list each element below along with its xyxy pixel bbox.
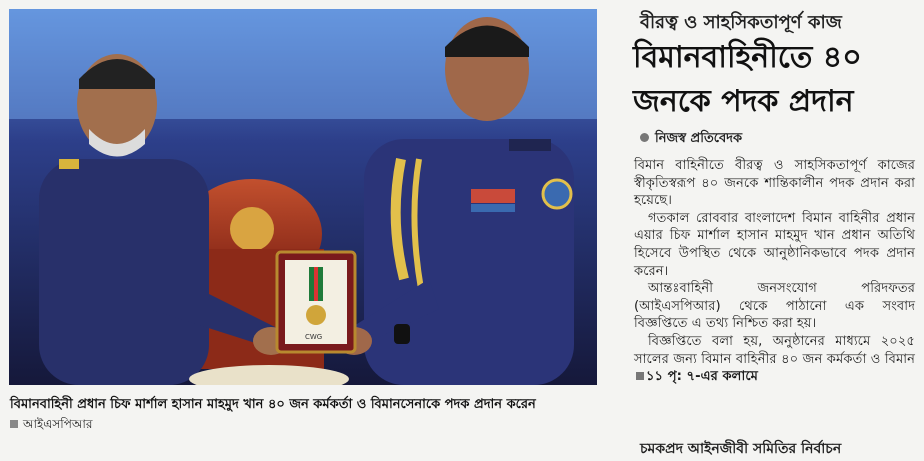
article-body: [634, 157, 915, 386]
headline-line-1: বিমানবাহিনীতে ৪০: [633, 40, 862, 75]
article-paragraph-last: [634, 333, 915, 386]
square-bullet-icon: [636, 372, 644, 380]
last-paragraph-text: বিজ্ঞপ্তিতে বলা হয়, অনুষ্ঠানের মাধ্যমে ২০২৫ সালের জন্য বিমান বাহিনীর ৪০ জন কর্মকর্তা ও বিমান: [634, 333, 915, 367]
headline-line-2: জনকে পদক প্রদান: [633, 84, 854, 119]
article-paragraph: আন্তঃবাহিনী জনসংযোগ পরিদফতর (আইএসপিআর) থেকে পাঠানো এক সংবাদ বিজ্ঞপ্তিতে এ তথ্য নিশ্চিত করা হয়।: [634, 281, 915, 332]
square-bullet-icon: [10, 420, 18, 428]
photo-caption: বিমানবাহিনী প্রধান চিফ মার্শাল হাসান মাহমুদ খান ৪০ জন কর্মকর্তা ও বিমানসেনাকে পদক প্রদান করেন: [10, 397, 536, 412]
next-article-headline-fragment: চমকপ্রদ আইনজীবী সমিতির নির্বাচন: [640, 441, 842, 457]
circle-bullet-icon: [640, 133, 649, 142]
byline-text: নিজস্ব প্রতিবেদক: [655, 131, 743, 146]
medal-box-label: CWG: [305, 333, 323, 341]
article-headline: [633, 36, 918, 124]
news-photo: [9, 9, 597, 385]
continuation-link[interactable]: ১১ পৃ: ৭-এর কলামে: [646, 369, 758, 385]
article-paragraph: বিমান বাহিনীতে বীরত্ব ও সাহসিকতাপূর্ণ কাজের স্বীকৃতিস্বরূপ ৪০ জনকে শান্তিকালীন পদক প্রদান করা হয়েছে।: [634, 158, 915, 209]
award-ceremony-image: [9, 9, 597, 385]
photo-credit-text: আইএসপিআর: [23, 417, 93, 431]
photo-credit: [10, 416, 92, 436]
article-paragraph: গতকাল রোববার বাংলাদেশ বিমান বাহিনীর প্রধান এয়ার চিফ মার্শাল হাসান মাহমুদ খান প্রধান অতিথি হিসেবে উপস্থিত থেকে আনুষ্ঠানিকভাবে পদক প্রদান করেন।: [634, 210, 915, 279]
article-byline: [640, 129, 742, 150]
article-kicker: বীরত্ব ও সাহসিকতাপূর্ণ কাজ: [640, 12, 842, 33]
